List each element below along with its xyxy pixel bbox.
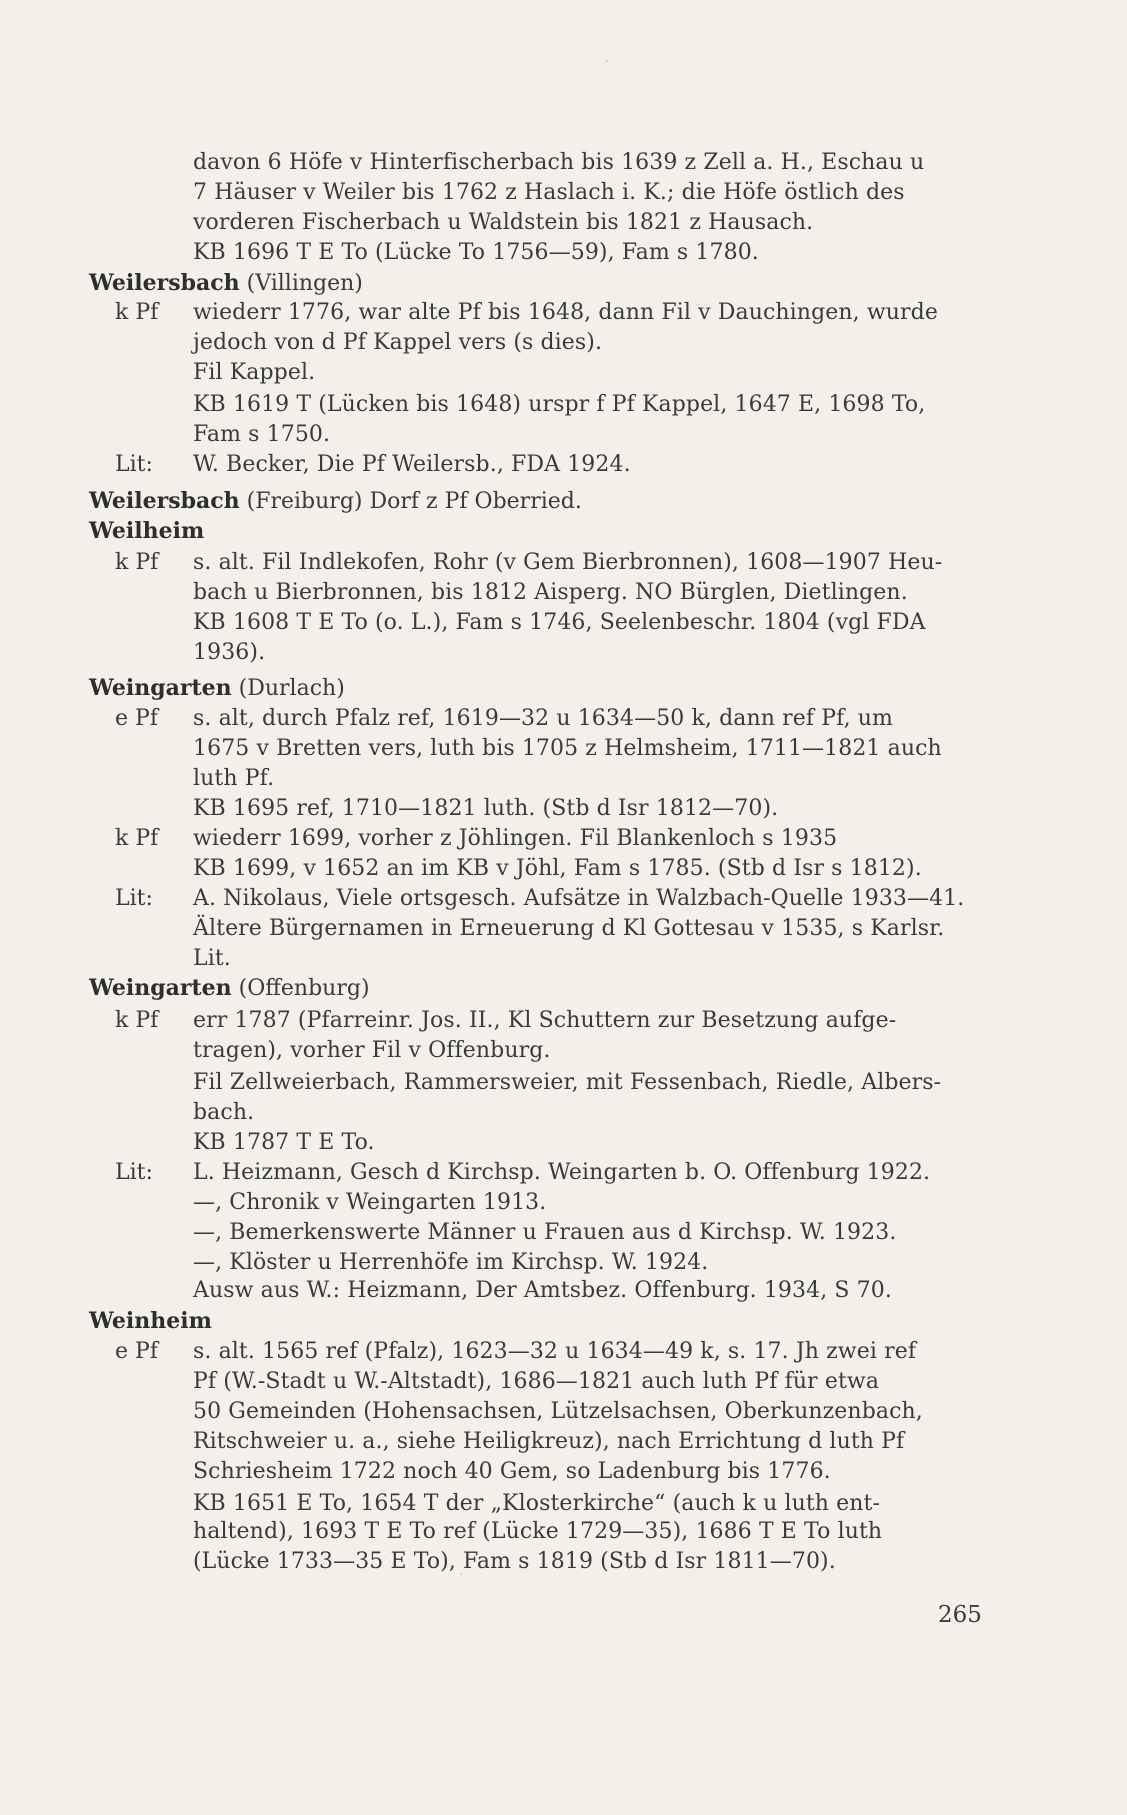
text-line: Pf (W.-Stadt u W.-Altstadt), 1686—1821 auch luth Pf für etwa	[193, 1369, 880, 1394]
text-line: KB 1696 T E To (Lücke To 1756—59), Fam s 1780.	[193, 240, 759, 265]
text-line: KB 1608 T E To (o. L.), Fam s 1746, Seelenbeschr. 1804 (vgl FDA	[193, 610, 926, 635]
entry-label: k Pf	[115, 300, 159, 325]
text-line: s. alt, durch Pfalz ref, 1619—32 u 1634—50 k, dann ref Pf, um	[193, 706, 893, 731]
text-line: 50 Gemeinden (Hohensachsen, Lützelsachsen, Oberkunzenbach,	[193, 1399, 923, 1424]
text-line: L. Heizmann, Gesch d Kirchsp. Weingarten b. O. Offenburg 1922.	[193, 1160, 931, 1185]
text-line: 1936).	[193, 640, 266, 665]
entry-label: e Pf	[115, 706, 158, 731]
place-subtitle: (Durlach)	[231, 676, 345, 701]
text-line: KB 1787 T E To.	[193, 1130, 375, 1155]
text-line: wiederr 1699, vorher z Jöhlingen. Fil Blankenloch s 1935	[193, 826, 838, 851]
entry-heading	[89, 973, 370, 1004]
text-line: —, Bemerkenswerte Männer u Frauen aus d Kirchsp. W. 1923.	[193, 1220, 897, 1245]
text-line: davon 6 Höfe v Hinterfischerbach bis 1639 z Zell a. H., Eschau u	[193, 150, 925, 175]
entry-heading	[89, 516, 204, 547]
entry-heading	[89, 486, 582, 517]
place-name: Weilersbach	[89, 488, 240, 514]
text-line: bach.	[193, 1100, 255, 1125]
page-number: 265	[938, 1602, 982, 1628]
text-line: Ritschweier u. a., siehe Heiligkreuz), nach Errichtung d luth Pf	[193, 1429, 905, 1454]
text-line: —, Chronik v Weingarten 1913.	[193, 1190, 547, 1215]
text-line: s. alt. Fil Indlekofen, Rohr (v Gem Bierbronnen), 1608—1907 Heu-	[193, 550, 943, 575]
entry-label: k Pf	[115, 826, 159, 851]
text-line: Schriesheim 1722 noch 40 Gem, so Ladenburg bis 1776.	[193, 1459, 831, 1484]
text-line: wiederr 1776, war alte Pf bis 1648, dann Fil v Dauchingen, wurde	[193, 300, 938, 325]
text-line: Ausw aus W.: Heizmann, Der Amtsbez. Offenburg. 1934, S 70.	[193, 1278, 892, 1303]
text-line: 1675 v Bretten vers, luth bis 1705 z Helmsheim, 1711—1821 auch	[193, 736, 942, 761]
text-line: 7 Häuser v Weiler bis 1762 z Haslach i. K.; die Höfe östlich des	[193, 180, 905, 205]
text-line: KB 1699, v 1652 an im KB v Jöhl, Fam s 1785. (Stb d Isr s 1812).	[193, 856, 922, 881]
text-line: bach u Bierbronnen, bis 1812 Aisperg. NO Bürglen, Dietlingen.	[193, 580, 908, 605]
place-name: Weingarten	[89, 975, 232, 1001]
text-line: haltend), 1693 T E To ref (Lücke 1729—35), 1686 T E To luth	[193, 1519, 883, 1544]
entry-label: k Pf	[115, 1008, 159, 1033]
entry-label: e Pf	[115, 1339, 158, 1364]
entry-heading	[89, 268, 363, 299]
place-name: Weilersbach	[89, 270, 240, 296]
entry-heading	[89, 1306, 212, 1337]
text-line: Lit.	[193, 946, 231, 971]
text-line: A. Nikolaus, Viele ortsgesch. Aufsätze in Walzbach-Quelle 1933—41.	[193, 886, 965, 911]
text-line: Fil Kappel.	[193, 360, 316, 385]
place-name: Weinheim	[89, 1308, 212, 1334]
place-subtitle: (Freiburg) Dorf z Pf Oberried.	[239, 489, 582, 514]
scan-speck	[606, 60, 608, 62]
entry-label: Lit:	[115, 1160, 153, 1185]
place-name: Weingarten	[89, 675, 232, 701]
text-line: (Lücke 1733—35 E To), Fam s 1819 (Stb d Isr 1811—70).	[193, 1549, 836, 1574]
text-line: luth Pf.	[193, 766, 275, 791]
text-line: tragen), vorher Fil v Offenburg.	[193, 1038, 551, 1063]
text-line: KB 1619 T (Lücken bis 1648) urspr f Pf Kappel, 1647 E, 1698 To,	[193, 392, 926, 417]
text-line: s. alt. 1565 ref (Pfalz), 1623—32 u 1634—49 k, s. 17. Jh zwei ref	[193, 1339, 917, 1364]
entry-heading	[89, 673, 345, 704]
place-subtitle: (Offenburg)	[231, 976, 370, 1001]
text-line: —, Klöster u Herrenhöfe im Kirchsp. W. 1924.	[193, 1250, 709, 1275]
entry-label: k Pf	[115, 550, 159, 575]
text-line: jedoch von d Pf Kappel vers (s dies).	[193, 330, 603, 355]
text-line: KB 1695 ref, 1710—1821 luth. (Stb d Isr 1812—70).	[193, 796, 779, 821]
text-line: vorderen Fischerbach u Waldstein bis 1821 z Hausach.	[193, 210, 814, 235]
text-line: W. Becker, Die Pf Weilersb., FDA 1924.	[193, 452, 631, 477]
text-line: Fam s 1750.	[193, 422, 331, 447]
entry-label: Lit:	[115, 452, 153, 477]
text-line: Ältere Bürgernamen in Erneuerung d Kl Gottesau v 1535, s Karlsr.	[193, 916, 945, 941]
entry-label: Lit:	[115, 886, 153, 911]
place-subtitle: (Villingen)	[239, 271, 363, 296]
text-line: KB 1651 E To, 1654 T der „Klosterkirche“ (auch k u luth ent-	[193, 1491, 881, 1516]
place-name: Weilheim	[89, 518, 205, 544]
text-line: Fil Zellweierbach, Rammersweier, mit Fessenbach, Riedle, Albers-	[193, 1070, 942, 1095]
text-line: err 1787 (Pfarreinr. Jos. II., Kl Schuttern zur Besetzung aufge-	[193, 1008, 897, 1033]
